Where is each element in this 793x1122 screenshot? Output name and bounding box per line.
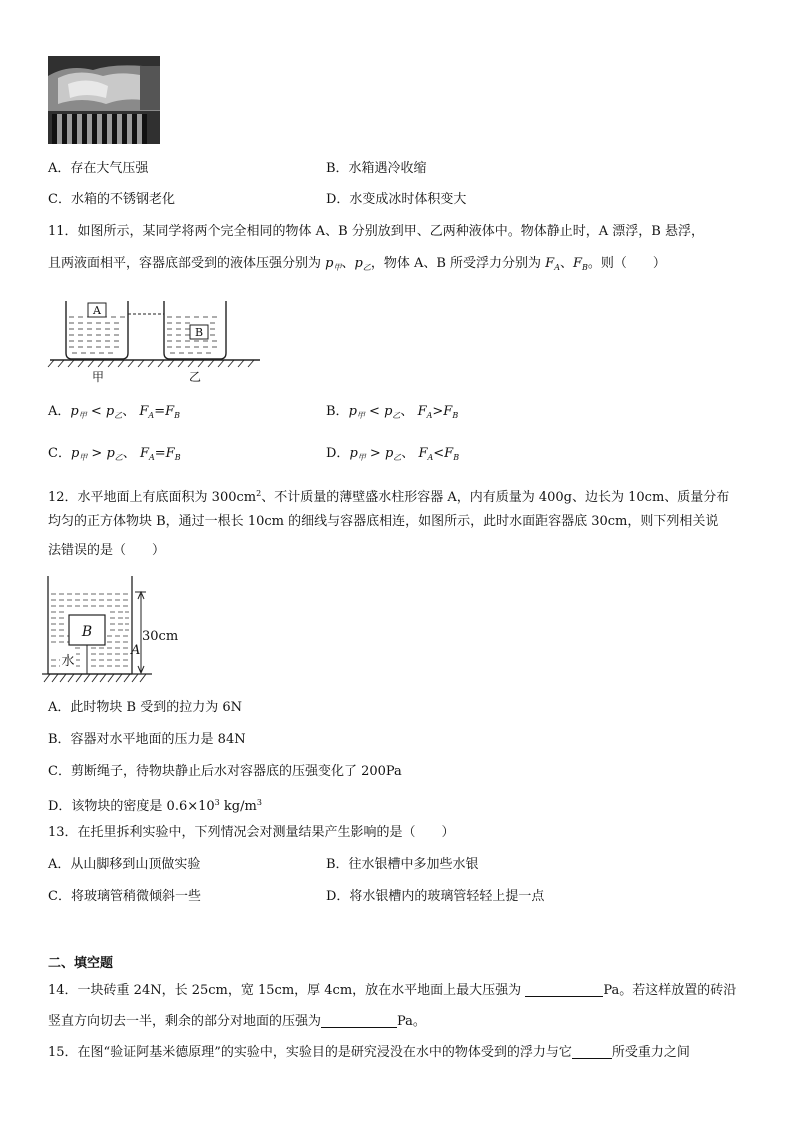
q15-blank-1[interactable] bbox=[572, 1044, 612, 1059]
q12-option-a[interactable]: A．此时物块 B 受到的拉力为 6N bbox=[48, 700, 242, 715]
q13-stem: 13．在托里拆利实验中，下列情况会对测量结果产生影响的是（ ） bbox=[48, 825, 455, 840]
q12-container-label: A bbox=[131, 643, 141, 658]
q11-option-a[interactable]: A．$p_甲 < p_乙$、 $F_A=F_B$ bbox=[48, 404, 181, 420]
q14-blank-1[interactable] bbox=[525, 982, 603, 997]
q12-height-label: 30cm bbox=[142, 629, 179, 644]
q14-line2: 竖直方向切去一半，剩余的部分对地面的压强为 Pa。 bbox=[48, 1014, 426, 1029]
q11-stem-line1: 11．如图所示，某同学将两个完全相同的物体 A、B 分别放到甲、乙两种液体中。物体静止时，A 漂浮，B 悬浮， bbox=[48, 224, 704, 239]
tank-photo-drawing bbox=[48, 56, 160, 144]
q10-option-b[interactable]: B．水箱遇冷收缩 bbox=[326, 161, 427, 176]
q12-figure bbox=[42, 574, 192, 686]
section-title: 二、填空题 bbox=[48, 956, 114, 971]
q11-block-a-label: A bbox=[93, 304, 101, 317]
q11-caption-jia: 甲 bbox=[91, 370, 105, 384]
q11-figure bbox=[44, 295, 266, 387]
q11-option-c[interactable]: C．$p_甲 > p_乙$、 $F_A=F_B$ bbox=[48, 446, 181, 462]
q11-stem-line2: 且两液面相平，容器底部受到的液体压强分别为 $p_甲$、$p_乙$，物体 A、B 所受浮力分别为 $F_A$、$F_B$。则（ ） bbox=[48, 256, 666, 272]
q12-stem-line1: 12．水平地面上有底面积为 $300cm^2$、不计质量的薄壁盛水柱形容器 A，内有质量为 400g、边长为 10cm、质量分布 bbox=[48, 489, 730, 505]
q11-option-d[interactable]: D．$p_甲 > p_乙$、 $F_A<F_B$ bbox=[326, 446, 460, 462]
q14-blank-2[interactable] bbox=[321, 1013, 397, 1028]
q10-option-a[interactable]: A．存在大气压强 bbox=[48, 161, 149, 176]
q12-option-c[interactable]: C．剪断绳子，待物块静止后水对容器底的压强变化了 200Pa bbox=[48, 764, 402, 779]
q13-option-c[interactable]: C．将玻璃管稍微倾斜一些 bbox=[48, 889, 201, 904]
q12-block-b-label: B bbox=[81, 624, 93, 640]
f-a: $F_A$ bbox=[545, 256, 560, 272]
p-yi: $p_乙$ bbox=[354, 256, 371, 272]
q12-option-d[interactable]: D．该物块的密度是 $0.6\times 10^3$ $kg/m^3$ bbox=[48, 798, 262, 814]
q12-water-label: 水 bbox=[61, 654, 75, 669]
q12-stem-line3: 法错误的是（ ） bbox=[48, 543, 166, 558]
q12-stem-line2: 均匀的正方体物块 B，通过一根长 10cm 的细线与容器底相连，如图所示，此时水面距容器底 30cm，则下列相关说 bbox=[48, 514, 719, 529]
q11-option-b[interactable]: B．$p_甲 < p_乙$、 $F_A>F_B$ bbox=[326, 404, 459, 420]
q15-line1: 15．在图“验证阿基米德原理”的实验中，实验目的是研究浸没在水中的物体受到的浮力与它 所受重力之间 bbox=[48, 1045, 690, 1060]
q13-option-d[interactable]: D．将水银槽内的玻璃管轻轻上提一点 bbox=[326, 889, 545, 904]
q12-option-b[interactable]: B．容器对水平地面的压力是 84N bbox=[48, 732, 246, 747]
q10-option-c[interactable]: C．水箱的不锈钢老化 bbox=[48, 192, 175, 207]
f-b: $F_B$ bbox=[572, 256, 588, 272]
q11-block-b-label: B bbox=[194, 326, 204, 339]
q11-caption-yi: 乙 bbox=[188, 370, 202, 384]
q14-line1: 14．一块砖重 24N，长 25cm，宽 15cm，厚 4cm，放在水平地面上最大压强为 Pa。若这样放置的砖沿 bbox=[48, 983, 737, 998]
q10-option-d[interactable]: D．水变成冰时体积变大 bbox=[326, 192, 467, 207]
q13-option-b[interactable]: B．往水银槽中多加些水银 bbox=[326, 857, 479, 872]
q13-option-a[interactable]: A．从山脚移到山顶做实验 bbox=[48, 857, 201, 872]
p-jia: $p_甲$ bbox=[325, 256, 342, 272]
tank-photo bbox=[48, 56, 160, 144]
